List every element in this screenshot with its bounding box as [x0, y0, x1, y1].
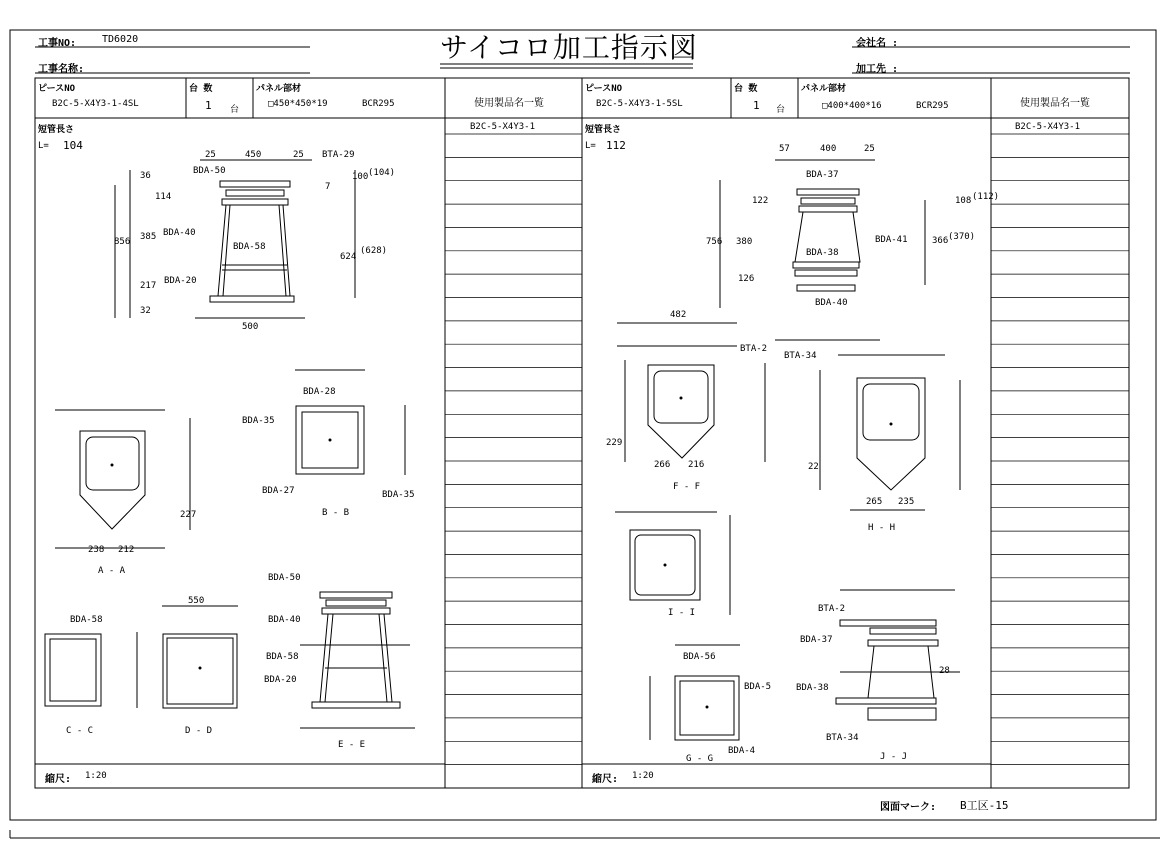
left-scale-value: 1:20 [85, 771, 107, 781]
dim-label: 217 [140, 281, 157, 291]
left-panel-spec: □450*450*19 [268, 99, 328, 109]
page-title: サイコロ加工指示図 [440, 31, 698, 64]
member-label: BDA-37 [800, 635, 833, 645]
dim-label: 229 [606, 438, 623, 448]
company-label: 会社名 : [856, 38, 899, 49]
member-label: BDA-58 [70, 615, 103, 625]
view-label-j: J - J [880, 752, 908, 762]
member-label: BTA-2 [818, 604, 846, 614]
left-qty-label: 台 数 [189, 84, 213, 94]
member-label: BTA-2 [740, 344, 768, 354]
member-label: BDA-40 [163, 228, 196, 238]
member-label: BTA-34 [826, 733, 859, 743]
member-label: BDA-37 [806, 170, 839, 180]
dim-label: 385 [140, 232, 157, 242]
dim-label: (370) [948, 232, 976, 242]
view-label-c: C - C [66, 726, 94, 736]
right-qty-label: 台 数 [734, 84, 758, 94]
right-product-list-label: 使用製品名一覧 [1020, 98, 1090, 109]
dim-label: 36 [140, 171, 151, 181]
dim-label: 550 [188, 596, 205, 606]
member-label: BDA-56 [683, 652, 716, 662]
right-piece-no-label: ピースNO [585, 84, 623, 94]
right-qty-unit: 台 [776, 105, 786, 115]
view-label-f: F - F [673, 482, 701, 492]
dim-label: (104) [368, 168, 396, 178]
dim-label: 500 [242, 322, 259, 332]
job-no-value: TD6020 [102, 34, 139, 45]
view-label-i: I - I [668, 608, 696, 618]
drawing-mark-value: B工区-15 [960, 799, 1009, 812]
dim-label: 756 [706, 237, 723, 247]
dim-label: (628) [360, 246, 388, 256]
left-qty-unit: 台 [230, 105, 240, 115]
member-label: BDA-50 [193, 166, 226, 176]
dim-label: 624 [340, 252, 357, 262]
dim-label: 57 [779, 144, 790, 154]
dim-label: 122 [752, 196, 769, 206]
right-length-prefix: L= [585, 141, 596, 151]
view-label-e: E - E [338, 740, 366, 750]
dim-label: (112) [972, 192, 1000, 202]
member-label: BDA-27 [262, 486, 295, 496]
member-label: BTA-34 [784, 351, 817, 361]
dim-label: 216 [688, 460, 705, 470]
dim-label: 266 [654, 460, 671, 470]
left-panel-label: パネル部材 [256, 84, 302, 94]
dim-label: 7 [325, 182, 331, 192]
left-length-value: 104 [63, 139, 83, 152]
left-short-pipe-label: 短管長さ [38, 125, 75, 135]
dim-label: 238 [88, 545, 105, 555]
left-length-prefix: L= [38, 141, 49, 151]
dim-label: 212 [118, 545, 135, 555]
dim-label: 235 [898, 497, 915, 507]
member-label: BDA-40 [815, 298, 848, 308]
left-piece-no: B2C-5-X4Y3-1-4SL [52, 99, 139, 109]
left-panel-code: BCR295 [362, 99, 395, 109]
left-product-first: B2C-5-X4Y3-1 [470, 122, 536, 132]
left-product-list-label: 使用製品名一覧 [474, 98, 544, 109]
dim-label: 482 [670, 310, 687, 320]
drawing-mark-label: 図面マーク: [880, 802, 937, 813]
member-label: BDA-4 [728, 746, 756, 756]
dim-label: 25 [205, 150, 216, 160]
dim-label: 366 [932, 236, 949, 246]
job-no-label: 工事NO: [38, 38, 77, 49]
member-label: BDA-38 [806, 248, 839, 258]
left-piece-no-label: ピースNO [38, 84, 76, 94]
right-short-pipe-label: 短管長さ [585, 125, 622, 135]
right-panel-code: BCR295 [916, 101, 949, 111]
right-length-value: 112 [606, 139, 626, 152]
view-label-h: H - H [868, 523, 896, 533]
dim-label: 22 [808, 462, 819, 472]
dim-label: 114 [155, 192, 172, 202]
dim-label: 400 [820, 144, 837, 154]
member-label: BDA-38 [796, 683, 829, 693]
member-label: BDA-40 [268, 615, 301, 625]
member-label: BTA-29 [322, 150, 355, 160]
member-label: BDA-20 [164, 276, 197, 286]
view-label-b: B - B [322, 508, 350, 518]
member-label: BDA-58 [266, 652, 299, 662]
member-label: BDA-20 [264, 675, 297, 685]
right-qty: 1 [753, 99, 760, 112]
member-label: BDA-5 [744, 682, 772, 692]
member-label: BDA-28 [303, 387, 336, 397]
dim-label: 28 [939, 666, 950, 676]
right-product-first: B2C-5-X4Y3-1 [1015, 122, 1081, 132]
view-label-d: D - D [185, 726, 213, 736]
dim-label: 380 [736, 237, 753, 247]
dim-label: 265 [866, 497, 883, 507]
left-qty: 1 [205, 99, 212, 112]
dim-label: 126 [738, 274, 755, 284]
member-label: BDA-35 [382, 490, 415, 500]
member-label: BDA-58 [233, 242, 266, 252]
dim-label: 25 [864, 144, 875, 154]
left-scale-label: 縮尺: [45, 774, 72, 785]
processor-label: 加工先 : [856, 64, 899, 75]
right-scale-label: 縮尺: [592, 774, 619, 785]
right-piece-no: B2C-5-X4Y3-1-5SL [596, 99, 683, 109]
dim-label: 856 [114, 237, 131, 247]
job-name-label: 工事名称: [38, 64, 85, 75]
member-label: BDA-41 [875, 235, 908, 245]
dim-label: 100 [352, 172, 369, 182]
dim-label: 25 [293, 150, 304, 160]
right-panel-spec: □400*400*16 [822, 101, 882, 111]
right-scale-value: 1:20 [632, 771, 654, 781]
dim-label: 227 [180, 510, 197, 520]
dim-label: 32 [140, 306, 151, 316]
dim-label: 450 [245, 150, 262, 160]
member-label: BDA-35 [242, 416, 275, 426]
right-panel-label: パネル部材 [801, 84, 847, 94]
view-label-g: G - G [686, 754, 714, 764]
view-label-a: A - A [98, 566, 126, 576]
member-label: BDA-50 [268, 573, 301, 583]
dim-label: 108 [955, 196, 972, 206]
